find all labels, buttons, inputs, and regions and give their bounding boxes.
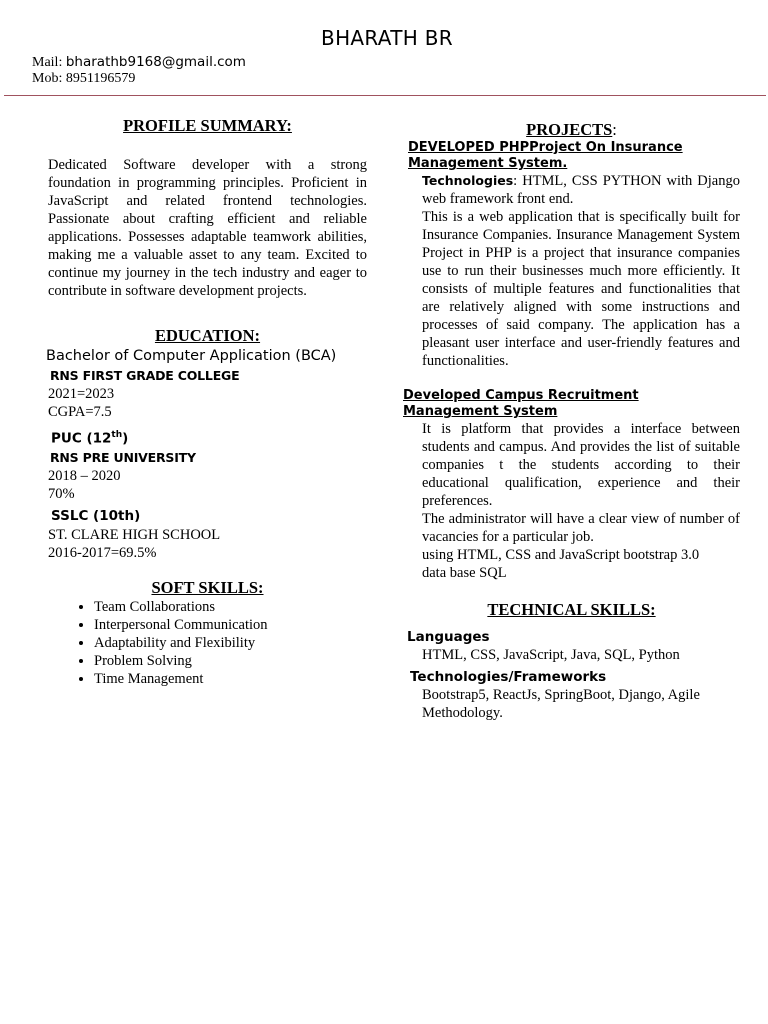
- project1-description: This is a web application that is specifically built for Insurance Companies. Insurance Management System Project in PHP is a project that insurance companies use to run their businesses much more efficiently. It consists of multiple features and functionalities that are relatively aligned with some instructions and processes of said company. The application has a pleasant user interface and user-friendly features and functionalities.: [422, 209, 740, 369]
- list-item: • Team Collaborations: [94, 598, 367, 616]
- puc-superscript: th: [111, 430, 123, 440]
- sslc-years: 2016-2017=69.5%: [48, 544, 157, 561]
- college-name: RNS FIRST GRADE COLLEGE: [50, 368, 240, 383]
- list-item: • Time Management: [94, 670, 367, 688]
- project2-heading: Developed Campus Recruitment Management System: [403, 388, 639, 419]
- left-column: [48, 116, 367, 688]
- project2-database: data base SQL: [422, 565, 507, 581]
- soft-skills-list: [48, 598, 367, 688]
- degree-cgpa: CGPA=7.5: [48, 404, 112, 420]
- right-column: [403, 120, 740, 722]
- mobile-value: 8951196579: [65, 71, 136, 86]
- list-item: • Interpersonal Communication: [94, 616, 367, 634]
- sslc-heading: SSLC (10th): [51, 507, 141, 524]
- project2-body: [403, 420, 740, 582]
- puc-close: ): [122, 430, 129, 447]
- education-title-text: EDUCATION:: [154, 326, 261, 345]
- list-item: • Adaptability and Flexibility: [94, 634, 367, 652]
- education-title: [48, 326, 367, 346]
- languages-text: HTML, CSS, JavaScript, Java, SQL, Python: [422, 647, 680, 663]
- project1-tech-label: Technologies: [422, 173, 514, 188]
- header-divider: [4, 95, 766, 96]
- puc-years: 2018 – 2020: [48, 467, 121, 484]
- project1-technologies: [422, 172, 740, 208]
- languages-label: Languages: [407, 629, 490, 645]
- puc-label: PUC (12: [51, 430, 112, 447]
- projects-title: [403, 120, 740, 140]
- mail-label: Mail:: [32, 55, 66, 70]
- technical-skills-title: TECHNICAL SKILLS:: [487, 600, 656, 619]
- profile-summary-title: PROFILE SUMMARY:: [123, 116, 292, 135]
- project2-stack: using HTML, CSS and JavaScript bootstrap 3.0: [422, 547, 700, 563]
- project1-heading: DEVELOPED PHPProject On Insurance Management System.: [408, 140, 683, 171]
- puc-school: RNS PRE UNIVERSITY: [50, 449, 196, 465]
- puc-score: 70%: [48, 485, 75, 502]
- project1-body: [403, 172, 740, 370]
- list-item: • Problem Solving: [94, 652, 367, 670]
- project1-tech-text: : HTML, CSS PYTHON with Django web framework front end.: [422, 173, 740, 207]
- degree-name: Bachelor of Computer Application (BCA): [46, 348, 337, 364]
- projects-title-text: PROJECTS: [526, 120, 613, 139]
- mail-value: bharathb9168@gmail.com: [65, 54, 246, 70]
- project2-admin-note: The administrator will have a clear view of number of vacancies for a particular job.: [422, 511, 740, 545]
- name-heading: BHARATH BR: [321, 26, 453, 50]
- degree-years: 2021=2023: [48, 386, 115, 402]
- soft-skills-title: SOFT SKILLS:: [151, 577, 264, 597]
- puc-heading: [51, 425, 367, 449]
- mobile-line: [32, 71, 246, 87]
- projects-title-colon: :: [612, 120, 617, 139]
- project2-description: It is platform that provides a interface between students and campus. And provides the list of suitable companies t the students according to their educational qualification, experience and their preferences.: [422, 421, 740, 509]
- mobile-label: Mob:: [32, 71, 66, 86]
- profile-summary-text: Dedicated Software developer with a strong foundation in programming principles. Proficient in JavaScript and related frontend technologies. Passionate about crafting efficient and reliable applications. Possesses adaptable teamwork abilities, making me a valuable asset to any team. Excited to continue my journey in the tech industry and eager to contribute in software development projects.: [48, 157, 367, 299]
- frameworks-label: Technologies/Frameworks: [410, 669, 607, 685]
- contact-block: [32, 54, 246, 87]
- mail-line: [32, 54, 246, 71]
- frameworks-text: Bootstrap5, ReactJs, SpringBoot, Django, Agile Methodology.: [422, 687, 700, 721]
- sslc-school: ST. CLARE HIGH SCHOOL: [48, 526, 221, 543]
